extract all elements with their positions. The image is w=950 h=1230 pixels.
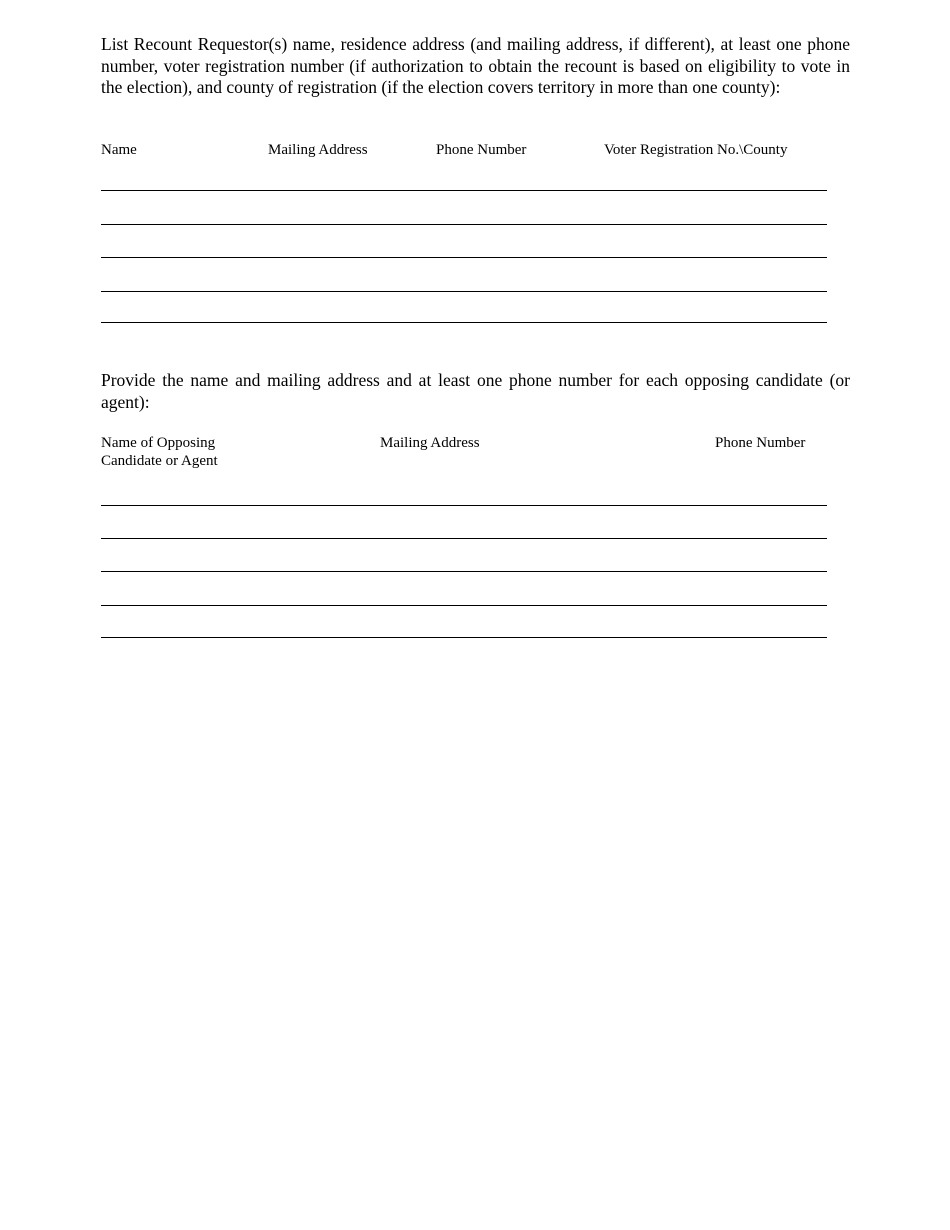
requestor-entry-line-3[interactable]: [101, 257, 827, 258]
requestor-entry-line-4[interactable]: [101, 291, 827, 292]
column-header-name: Name: [101, 142, 137, 158]
opposing-entry-line-2[interactable]: [101, 538, 827, 539]
opposing-entry-line-4[interactable]: [101, 605, 827, 606]
requestor-entry-line-1[interactable]: [101, 190, 827, 191]
column-header-opposing-name-line2: Candidate or Agent: [101, 453, 218, 469]
column-header-voter-registration: Voter Registration No.\County: [604, 142, 788, 158]
opposing-entry-line-1[interactable]: [101, 505, 827, 506]
column-header-phone-number: Phone Number: [436, 142, 527, 158]
requestor-entry-line-2[interactable]: [101, 224, 827, 225]
requestor-instructions: List Recount Requestor(s) name, residence address (and mailing address, if different), at least one phone number, voter registration number (if authorization to obtain the recount is based on eligibility to vote in the election), and county of registration (if the election covers territory in more than one county):: [101, 34, 850, 97]
opposing-candidate-instructions: Provide the name and mailing address and at least one phone number for each opposing candidate (or agent):: [101, 370, 850, 412]
column-header-opposing-mailing-address: Mailing Address: [380, 435, 480, 451]
opposing-entry-line-3[interactable]: [101, 571, 827, 572]
column-header-opposing-name-line1: Name of Opposing: [101, 435, 216, 451]
column-header-mailing-address: Mailing Address: [268, 142, 368, 158]
column-header-opposing-name: [101, 434, 218, 470]
opposing-entry-line-5[interactable]: [101, 637, 827, 638]
requestor-entry-line-5[interactable]: [101, 322, 827, 323]
column-header-opposing-phone-number: Phone Number: [715, 435, 806, 451]
